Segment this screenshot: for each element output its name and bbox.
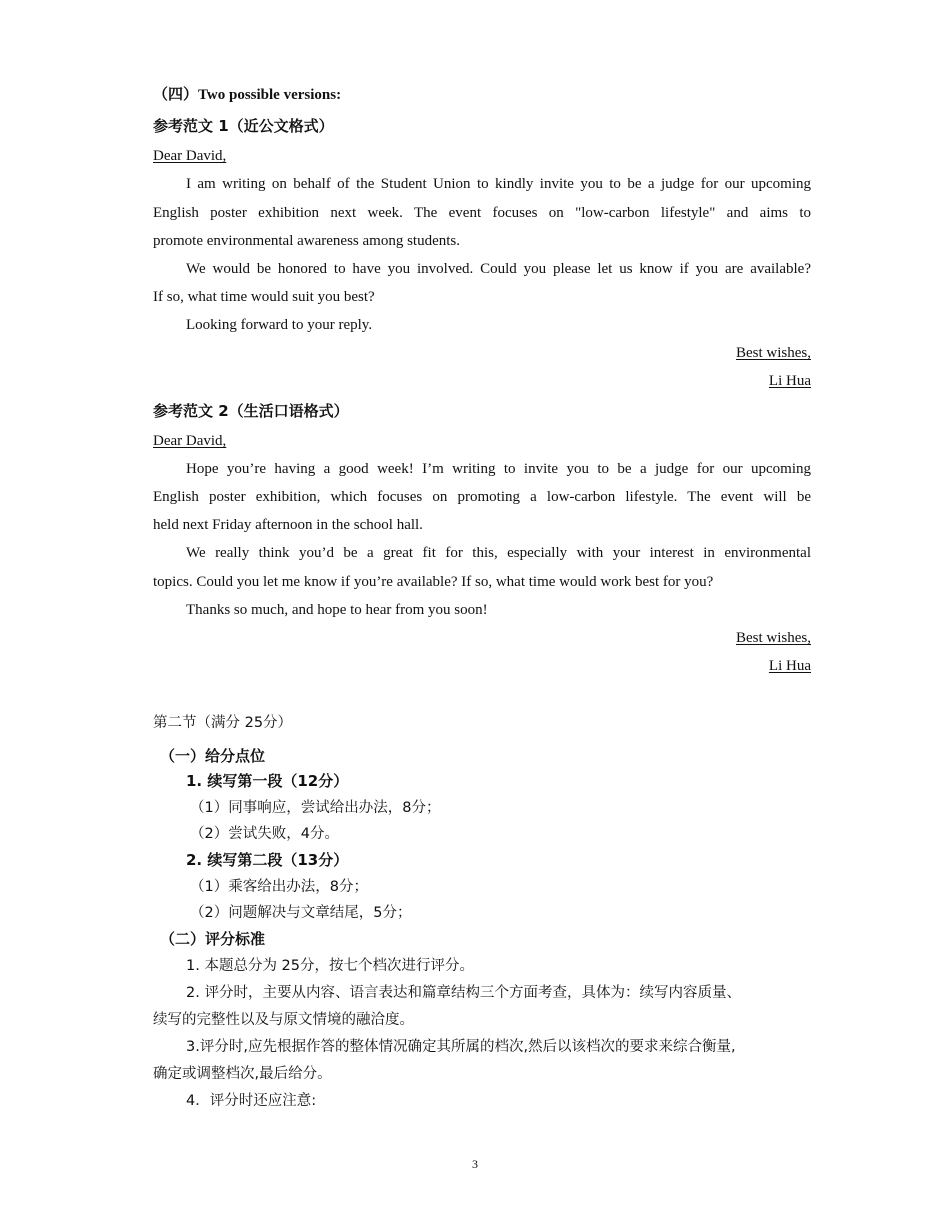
section-heading: （四）Two possible versions: bbox=[153, 87, 342, 103]
para2-item2: （2）问题解决与文章结尾，5分； bbox=[190, 905, 412, 921]
section2-title: 第二节（满分 25分） bbox=[153, 715, 293, 731]
version1-p1-line1: I am writing on behalf of the Student Union to kindly invite you to be a judge for our upcoming bbox=[186, 176, 811, 192]
page-number: 3 bbox=[472, 1157, 478, 1171]
criteria-item1: 1. 本题总分为 25分，按七个档次进行评分。 bbox=[186, 958, 475, 974]
version1-salutation: Dear David, bbox=[153, 148, 227, 164]
version1-closing: Best wishes, bbox=[736, 345, 811, 361]
criteria-item4: 4．评分时还应注意: bbox=[186, 1093, 317, 1109]
version1-p2-line1: We would be honored to have you involved. Could you please let us know if you are available? bbox=[186, 261, 811, 277]
version2-p3: Thanks so much, and hope to hear from you soon! bbox=[186, 602, 488, 618]
criteria-item2-line2: 续写的完整性以及与原文情境的融洽度。 bbox=[153, 1012, 414, 1028]
para2-heading: 2. 续写第二段（13分） bbox=[186, 851, 349, 869]
version2-title: 参考范文 2（生活口语格式） bbox=[153, 402, 349, 420]
para1-heading: 1. 续写第一段（12分） bbox=[186, 772, 349, 790]
criteria-heading: （二）评分标准 bbox=[160, 930, 266, 948]
criteria-item2-line1: 2. 评分时，主要从内容、语言表达和篇章结构三个方面考查，具体为：续写内容质量、 bbox=[186, 985, 741, 1001]
para1-item2: （2）尝试失败，4分。 bbox=[190, 826, 339, 842]
version1-title: 参考范文 1（近公文格式） bbox=[153, 117, 334, 135]
version2-salutation: Dear David, bbox=[153, 433, 227, 449]
version1-p2-line2: If so, what time would suit you best? bbox=[153, 289, 375, 305]
scoring-points-heading: （一）给分点位 bbox=[160, 747, 266, 765]
para2-item1: （1）乘客给出办法，8分； bbox=[190, 879, 368, 895]
version2-signature: Li Hua bbox=[768, 658, 811, 674]
para1-item1: （1）同事响应，尝试给出办法，8分； bbox=[190, 800, 441, 816]
version1-p1-line2: English poster exhibition next week. The event focuses on "low-carbon lifestyle" and aims to bbox=[153, 205, 811, 221]
version2-p1-line1: Hope you’re having a good week! I’m writing to invite you to be a judge for our upcoming bbox=[186, 461, 811, 477]
criteria-item3-line1: 3.评分时,应先根据作答的整体情况确定其所属的档次,然后以该档次的要求来综合衡量, bbox=[186, 1039, 736, 1055]
criteria-item3-line2: 确定或调整档次,最后给分。 bbox=[153, 1066, 332, 1082]
version2-closing: Best wishes, bbox=[736, 630, 811, 646]
version1-p1-line3: promote environmental awareness among students. bbox=[153, 233, 461, 249]
version2-p1-line3: held next Friday afternoon in the school hall. bbox=[153, 517, 423, 533]
version1-p3: Looking forward to your reply. bbox=[186, 317, 373, 333]
version1-signature: Li Hua bbox=[768, 373, 811, 389]
version2-p2-line1: We really think you’d be a great fit for this, especially with your interest in environmental bbox=[186, 545, 811, 561]
version2-p2-line2: topics. Could you let me know if you’re available? If so, what time would work best for you? bbox=[153, 574, 714, 590]
version2-p1-line2: English poster exhibition, which focuses on promoting a low-carbon lifestyle. The event will be bbox=[153, 489, 811, 505]
